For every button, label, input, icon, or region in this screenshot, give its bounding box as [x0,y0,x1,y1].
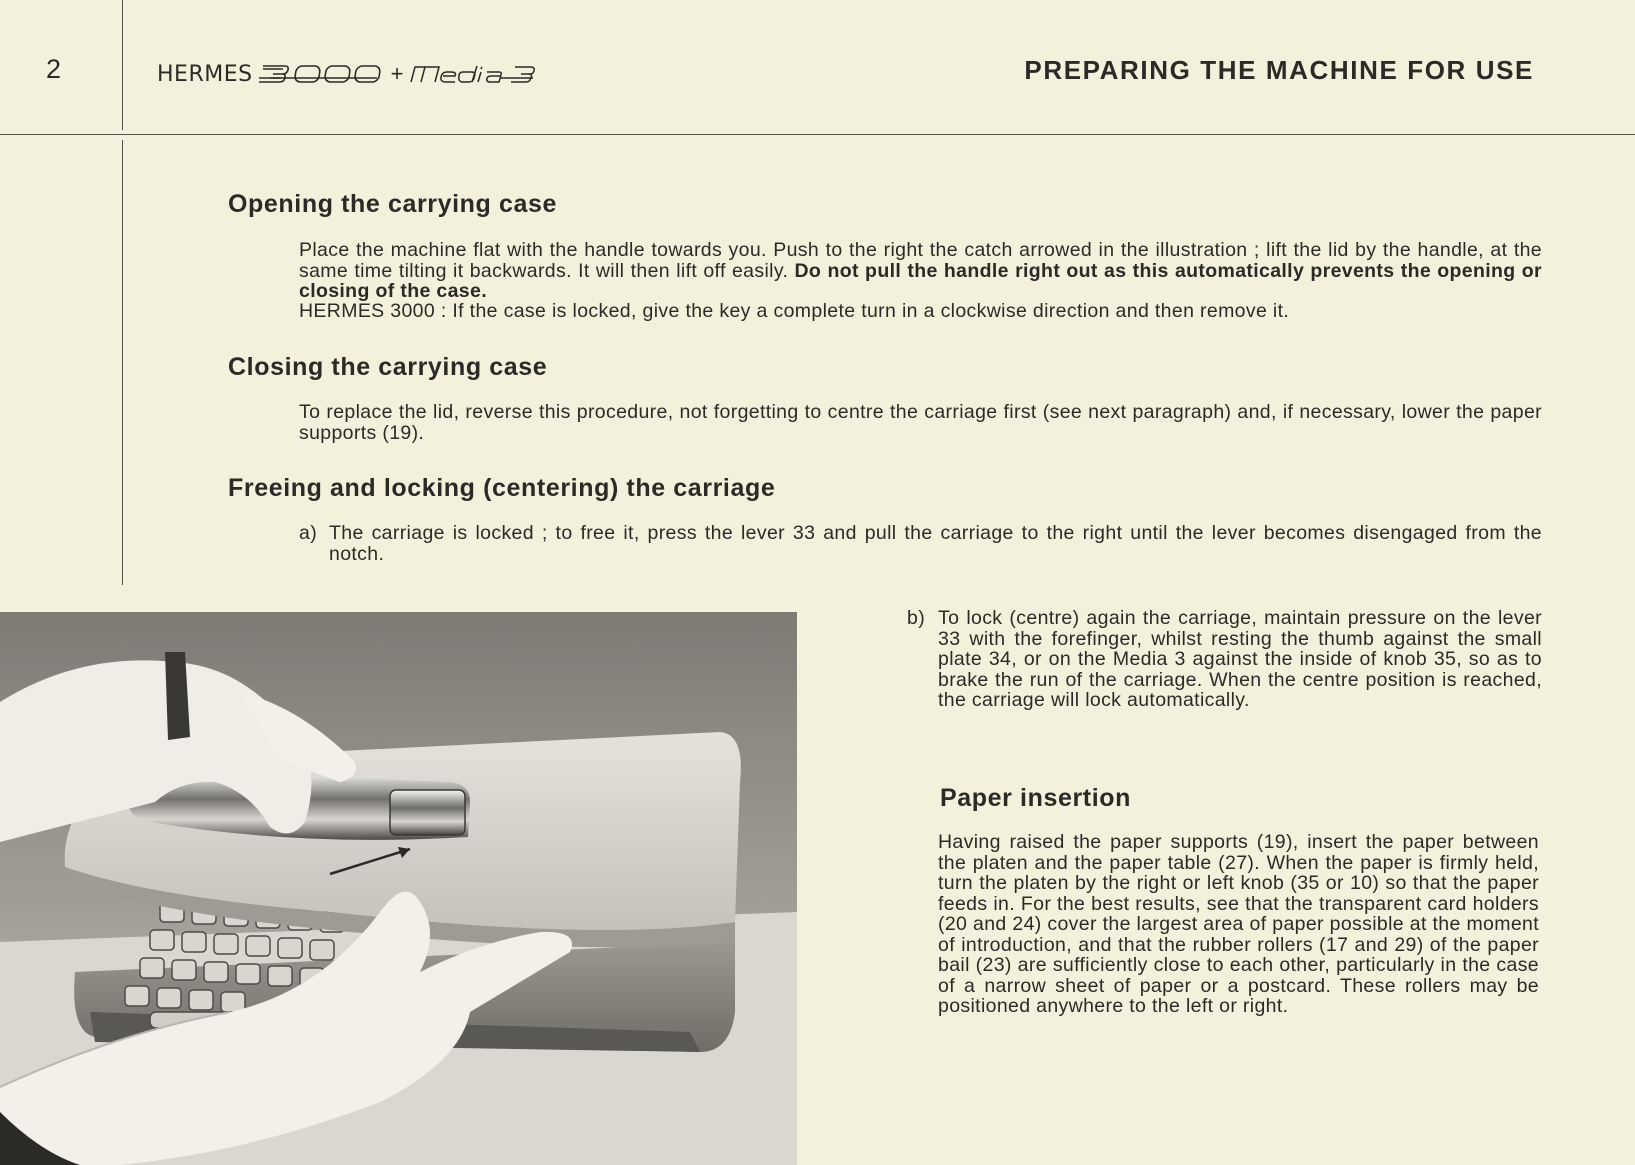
page-number: 2 [46,54,62,84]
typewriter-photo [0,612,797,1165]
heading-freeing: Freeing and locking (centering) the carriage [228,474,776,502]
heading-paper-insertion: Paper insertion [940,784,1131,812]
list-item-b-text: To lock (centre) again the carriage, maintain pressure on the lever 33 with the forefinger, whilst resting the thumb against the small plate 34, or on the Media 3 against the inside of knob 35, so as to brake the run of the carriage. When the centre position is reached, the carriage will lock automatically. [938,607,1542,711]
paragraph-opening-hermes: HERMES 3000 : If the case is locked, give the key a complete turn in a clockwise direction and then remove it. [299,300,1290,322]
section-title: PREPARING THE MACHINE FOR USE [1024,55,1534,85]
brand-media-logo [409,63,555,85]
list-item-b-label: b) [907,607,926,629]
paragraph-opening [299,240,1542,302]
brand-name: HERMES [157,61,253,87]
list-item-a [299,523,1542,564]
brand-logo [157,56,555,92]
list-item-a-text: The carriage is locked ; to free it, press the lever 33 and pull the carriage to the right until the lever becomes disengaged from the notch. [329,522,1542,565]
margin-rule [122,140,123,585]
brand-plus: + [390,61,404,86]
list-item-a-label: a) [299,522,318,544]
brand-model-logo [259,63,385,85]
paragraph-closing: To replace the lid, reverse this procedure, not forgetting to centre the carriage first (see next paragraph) and, if necessary, lower the paper supports (19). [299,401,1542,444]
typewriter-illustration [0,612,797,1165]
paragraph-opening-text: Place the machine flat with the handle towards you. Push to the right the catch arrowed in the illustration ; lift the lid by the handle, at the same time tilting it backwards. It will then lift off easily. [299,239,1542,282]
paragraph-paper-insertion: Having raised the paper supports (19), insert the paper between the platen and the paper table (27). When the paper is firmly held, turn the platen by the right or left knob (35 or 10) so that the paper feeds in. For the best results, see that the transparent card holders (20 and 24) cover the largest area of paper possible at the moment of introduction, and that the rubber rollers (17 and 29) of the paper bail (23) are sufficiently close to each other, particularly in the case of a narrow sheet of paper or a postcard. These rollers may be positioned anywhere to the left or right. [938,831,1539,1017]
list-item-b [907,608,1542,711]
heading-opening: Opening the carrying case [228,190,557,218]
header-rule [0,134,1635,135]
margin-rule-top [122,0,123,130]
paragraph-opening-warning: Do not pull the handle right out as this automatically prevents the opening or closing of the case. [299,259,1542,302]
heading-closing: Closing the carrying case [228,353,548,381]
